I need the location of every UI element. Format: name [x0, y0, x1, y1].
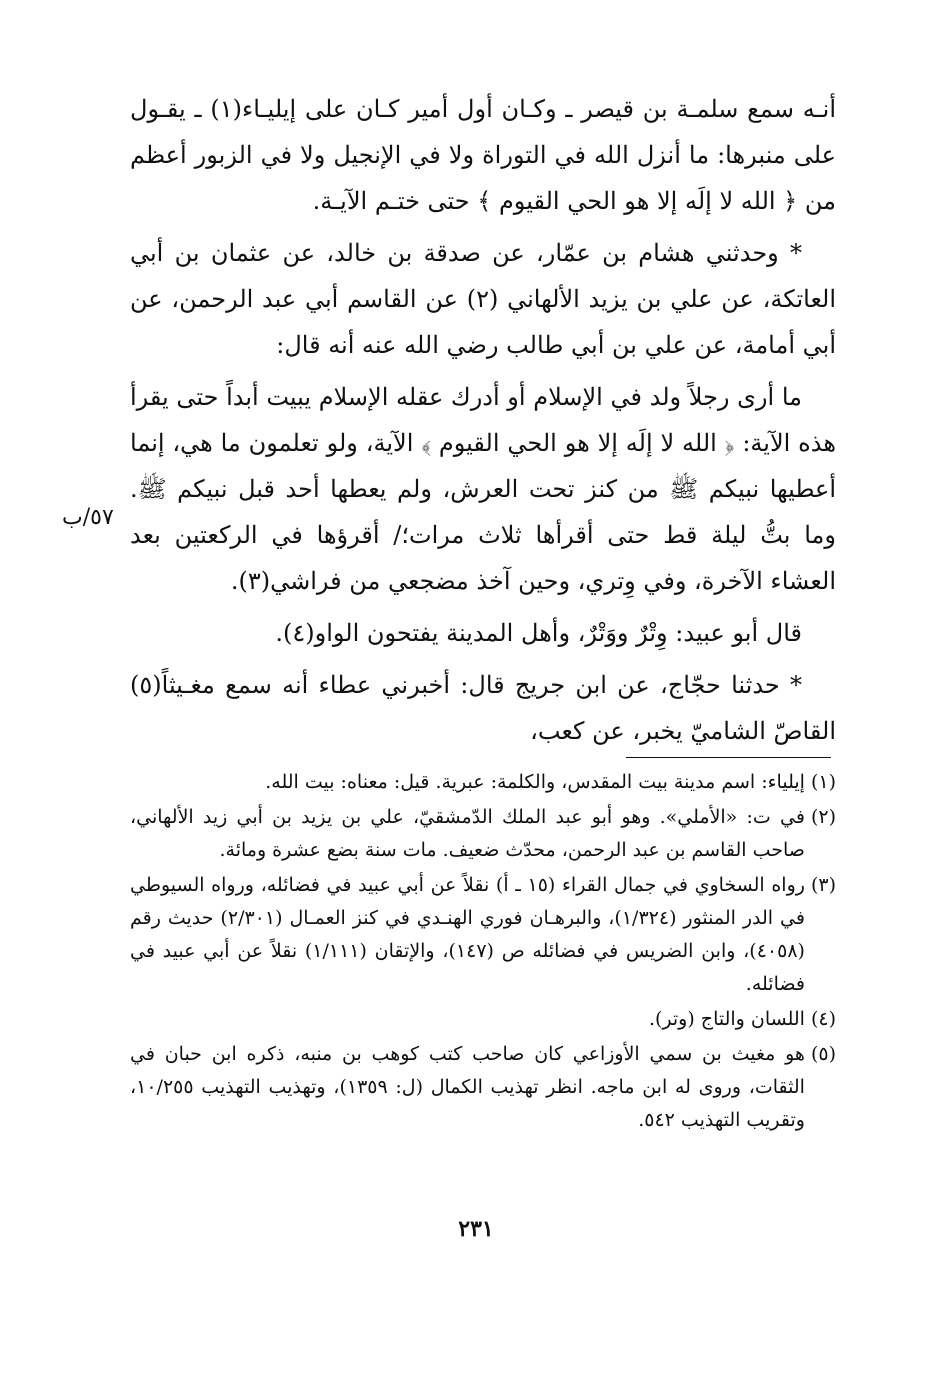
footnote-3 [130, 869, 836, 1001]
paragraph-1: أنـه سمع سلمـة بن قيصر ـ وكـان أول أمير كـان على إيليـاء(١) ـ يقـول على منبرها: ما أنزل الله في التوراة ولا في الإنجيل ولا في الزبور أعظم من ﴿ الله لا إلَه إلا هو الحي القيوم ﴾ حتى ختـم الآيـة. [130, 95, 836, 215]
footnote-4 [130, 1003, 836, 1036]
footnote-text: هو مغيث بن سمي الأوزاعي كان صاحب كتب كوهب بن منبه، ذكره ابن حبان في الثقات، وروى له ابن ماجه. انظر تهذيب الكمال (ل: ١٣٥٩)، وتهذيب التهذيب ١٠/٢٥٥، وتقريب التهذيب ٥٤٢. [130, 1043, 805, 1131]
manuscript-folio-marker: ٥٧/ب [62, 505, 114, 530]
footnote-number: (١) [810, 771, 836, 793]
footnote-number: (٢) [810, 806, 836, 828]
paragraph-2: * وحدثني هشام بن عمّار، عن صدقة بن خالد، عن عثمان بن أبي العاتكة، عن علي بن يزيد الألهاني (٢) عن القاسم أبي عبد الرحمن، عن أبي أمامة، عن علي بن أبي طالب رضي الله عنه أنه قال: [130, 239, 836, 359]
page-number: ٢٣١ [458, 1216, 494, 1242]
paragraph-5: * حدثنا حجّاج، عن ابن جريج قال: أخبرني عطاء أنه سمع مغـيثاً(٥) القاصّ الشاميّ يخبر، عن كعب، [130, 671, 836, 745]
footnote-text: في ت: «الأملي». وهو أبو عبد الملك الدّمشقيّ، علي بن يزيد بن أبي زيد الألهاني، صاحب القاسم بن عبد الرحمن، محدّث ضعيف. مات سنة بضع عشرة ومائة. [130, 806, 805, 861]
footnotes [130, 766, 836, 1139]
footnote-1 [130, 766, 836, 799]
paragraph-4: قال أبو عبيد: وِتْرٌ ووَتْرٌ، وأهل المدينة يفتحون الواو(٤). [275, 619, 802, 647]
footnote-text: رواه السخاوي في جمال القراء (١٥ ـ أ) نقلاً عن أبي عبيد في فضائله، ورواه السيوطي في الدر المنثور (١/٣٢٤)، والبرهـان فوري الهنـدي في كنز العمـال (٢/٣٠١) حديث رقم (٤٠٥٨)، وابن الضريس في فضائله ص (١٤٧)، والإتقان (١/١١١) نقلاً عن أبي عبيد في فضائله. [130, 874, 805, 995]
footnote-number: (٥) [810, 1043, 836, 1065]
footnote-5 [130, 1038, 836, 1137]
footnote-number: (٤) [810, 1008, 836, 1030]
footnote-number: (٣) [810, 874, 836, 896]
footnote-text: إيلياء: اسم مدينة بيت المقدس، والكلمة: عبرية. قيل: معناه: بيت الله. [265, 771, 805, 793]
footnote-divider [626, 757, 831, 758]
main-text [130, 86, 836, 760]
paragraph-3: ما أرى رجلاً ولد في الإسلام أو أدرك عقله الإسلام يبيت أبداً حتى يقرأ هذه الآية: ﴿ الله لا إلَه إلا هو الحي القيوم ﴾ الآية، ولو تعلمون ما هي، إنما أعطيها نبيكم ﷺ من كنز تحت العرش، ولم يعطها أحد قبل نبيكم ﷺ. وما بتُّ ليلة قط حتى أقرأها ثلاث مرات؛/ أقرؤها في الركعتين بعد العشاء الآخرة، وفي وِتري، وحين آخذ مضجعي من فراشي(٣). [130, 383, 836, 595]
footnote-text: اللسان والتاج (وتر). [648, 1008, 805, 1030]
footnote-2 [130, 801, 836, 867]
